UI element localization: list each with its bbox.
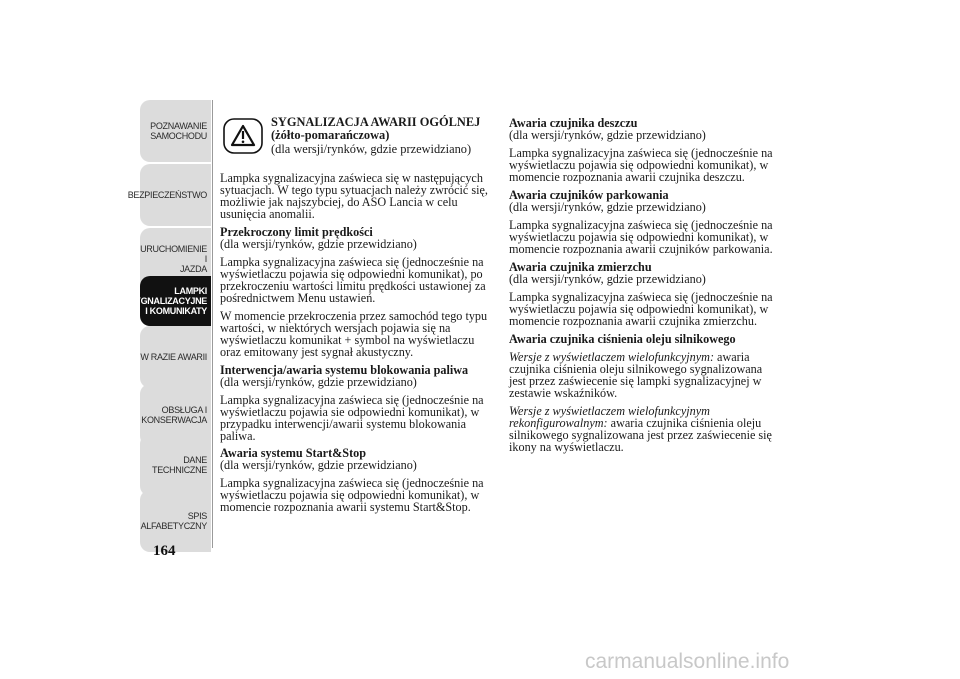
tab-label: BEZPIECZEŃSTWO (127, 190, 207, 200)
oil-pressure-version-1 (509, 351, 777, 399)
parking-sensors-paragraph: Lampka sygnalizacyjna zaświeca się (jednocześnie na wyświetlaczu pojawia się odpowiedni komunikat), w momencie rozpoznania awarii czujników parkowania. (509, 218, 773, 256)
tab-label: POZNAWANIE SAMOCHODU (150, 121, 207, 141)
tab-bezpieczenstwo[interactable] (127, 164, 211, 226)
start-stop-paragraph: Lampka sygnalizacyjna zaświeca się (jednocześnie na wyświetlaczu pojawia się odpowiedni komunikat), w momencie rozpoznania awarii systemu Start&Stop. (220, 476, 484, 514)
tab-label: DANE TECHNICZNE (152, 455, 207, 475)
page-number: 164 (153, 543, 176, 559)
oil-pressure-version-2 (509, 405, 777, 453)
twilight-sensor-paragraph: Lampka sygnalizacyjna zaświeca się (jednocześnie na wyświetlaczu pojawia się odpowiedni komunikat), w momencie rozpoznania awarii czujnika zmierzchu. (509, 290, 773, 328)
section-note: (dla wersji/rynków, gdzie przewidziano) (271, 142, 472, 156)
version-2-text: awaria czujnika ciśnienia oleju silnikowego sygnalizowana jest przez zaświecenie się ikony na wyświetlaczu. (509, 416, 772, 454)
section-title: SYGNALIZACJA AWARII OGÓLNEJ (271, 115, 481, 129)
speed-limit-paragraph-2: W momencie przekroczenia przez samochód tego typu wartości, w niektórych wersjach pojawia się na wyświetlaczu komunikat + symbol na wyświetlaczu oraz emitowany jest sygnał akustyczny. (220, 309, 488, 359)
rain-sensor-heading: Awaria czujnika deszczu (509, 116, 638, 130)
version-1-label: Wersje z wyświetlaczem wielofunkcyjnym: (509, 350, 714, 364)
tab-w-razie-awarii[interactable] (140, 326, 211, 388)
tab-label: W RAZIE AWARII (140, 352, 207, 362)
sidebar-divider (212, 100, 213, 548)
rain-sensor-note: (dla wersji/rynków, gdzie przewidziano) (509, 128, 706, 142)
twilight-sensor-heading: Awaria czujnika zmierzchu (509, 260, 652, 274)
speed-limit-note: (dla wersji/rynków, gdzie przewidziano) (220, 237, 417, 251)
section-subtitle: (żółto-pomarańczowa) (271, 128, 390, 142)
speed-limit-heading: Przekroczony limit prędkości (220, 225, 373, 239)
oil-pressure-heading: Awaria czujnika ciśnienia oleju silnikowego (509, 332, 736, 346)
fuel-cutoff-paragraph: Lampka sygnalizacyjna zaświeca się (jednocześnie na wyświetlaczu pojawia sie odpowiedni komunikat), w przypadku interwencji/awarii systemu blokowania paliwa. (220, 393, 484, 443)
speed-limit-paragraph-1: Lampka sygnalizacyjna zaświeca się (jednocześnie na wyświetlaczu pojawia się odpowiedni komunikat), po przekroczeniu wartości limitu prędkości ustawionej za pośrednictwem Menu ustawień. (220, 255, 486, 305)
right-column (509, 117, 777, 459)
parking-sensors-heading: Awaria czujników parkowania (509, 188, 669, 202)
tab-label: URUCHOMIENIE I JAZDA (140, 244, 207, 274)
left-column (220, 172, 492, 519)
warning-triangle-icon (223, 118, 263, 154)
parking-sensors-note: (dla wersji/rynków, gdzie przewidziano) (509, 200, 706, 214)
fuel-cutoff-note: (dla wersji/rynków, gdzie przewidziano) (220, 375, 417, 389)
start-stop-heading: Awaria systemu Start&Stop (220, 446, 367, 460)
tab-lampki-sygnalizacyjne[interactable] (129, 276, 211, 326)
tab-label: LAMPKI SYGNALIZACYJNE I KOMUNIKATY (129, 286, 207, 316)
fuel-cutoff-heading: Interwencja/awaria systemu blokowania paliwa (220, 363, 469, 377)
twilight-sensor-note: (dla wersji/rynków, gdzie przewidziano) (509, 272, 706, 286)
watermark: carmanualsonline.info (585, 650, 790, 673)
tab-label: SPIS ALFABETYCZNY (140, 511, 207, 531)
rain-sensor-paragraph: Lampka sygnalizacyjna zaświeca się (jednocześnie na wyświetlaczu pojawia się odpowiedni komunikat), w momencie rozpoznania awarii czujnika deszczu. (509, 146, 773, 184)
tab-label: OBSŁUGA I KONSERWACJA (141, 405, 207, 425)
tab-poznawanie-samochodu[interactable] (140, 100, 211, 162)
tab-dane-techniczne[interactable] (140, 434, 211, 496)
start-stop-note: (dla wersji/rynków, gdzie przewidziano) (220, 458, 417, 472)
version-2-label: Wersje z wyświetlaczem wielofunkcyjnym rekonfigurowalnym: (509, 404, 710, 430)
version-1-text: awaria czujnika ciśnienia oleju silnikowego sygnalizowana jest przez zaświecenie się lampki sygnalizacyjnej w zestawie wskaźników. (509, 350, 763, 400)
intro-paragraph: Lampka sygnalizacyjna zaświeca się w następujących sytuacjach. W tego typu sytuacjach należy zwrócić się, możliwie jak najszybciej, do ASO Lancia w celu usunięcia anomalii. (220, 171, 488, 221)
section-header (271, 116, 480, 156)
